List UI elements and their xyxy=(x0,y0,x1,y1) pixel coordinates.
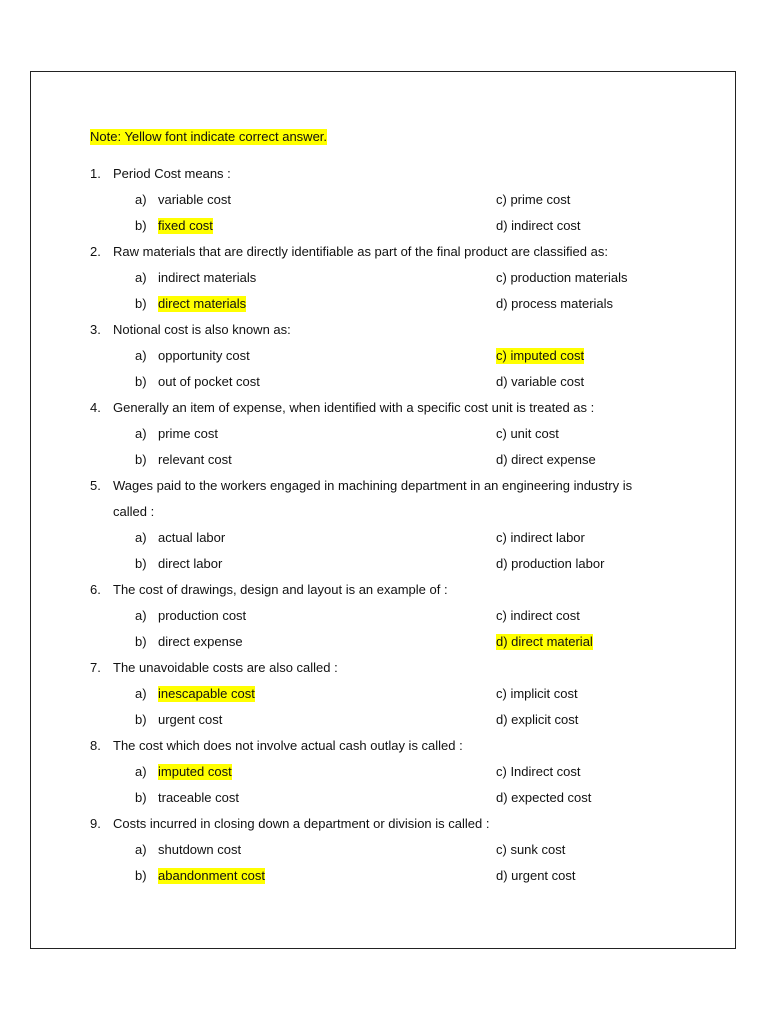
question-number: 3. xyxy=(90,322,101,337)
note-text: Note: Yellow font indicate correct answer. xyxy=(90,129,328,144)
question-text: Raw materials that are directly identifiable as part of the final product are classified as: xyxy=(113,244,608,259)
option-c-text[interactable]: c) imputed cost xyxy=(496,348,585,363)
question-text: Generally an item of expense, when identified with a specific cost unit is treated as : xyxy=(113,400,595,415)
option-a-text[interactable]: imputed cost xyxy=(158,764,232,779)
option-c-text[interactable]: c) prime cost xyxy=(496,192,571,207)
option-b-label: b) xyxy=(135,452,147,467)
question-text: Costs incurred in closing down a department or division is called : xyxy=(113,816,490,831)
option-b-label: b) xyxy=(135,712,147,727)
option-a-label: a) xyxy=(135,270,147,285)
option-a-text[interactable]: inescapable cost xyxy=(158,686,255,701)
option-d-text[interactable]: d) explicit cost xyxy=(496,712,579,727)
question-text: The cost which does not involve actual cash outlay is called : xyxy=(113,738,463,753)
question-number: 6. xyxy=(90,582,101,597)
option-c-text[interactable]: c) Indirect cost xyxy=(496,764,581,779)
option-a-text[interactable]: production cost xyxy=(158,608,247,623)
question-number: 4. xyxy=(90,400,101,415)
question-number: 7. xyxy=(90,660,101,675)
option-a-text[interactable]: variable cost xyxy=(158,192,231,207)
option-c-text[interactable]: c) indirect cost xyxy=(496,608,580,623)
option-b-label: b) xyxy=(135,634,147,649)
option-b-text[interactable]: out of pocket cost xyxy=(158,374,260,389)
option-d-text[interactable]: d) indirect cost xyxy=(496,218,581,233)
option-b-label: b) xyxy=(135,790,147,805)
question-number: 5. xyxy=(90,478,101,493)
option-c-text[interactable]: c) implicit cost xyxy=(496,686,578,701)
option-a-label: a) xyxy=(135,842,147,857)
option-a-label: a) xyxy=(135,348,147,363)
option-d-text[interactable]: d) process materials xyxy=(496,296,614,311)
question-number: 1. xyxy=(90,166,101,181)
question-text: called : xyxy=(113,504,155,519)
option-b-label: b) xyxy=(135,868,147,883)
option-c-text[interactable]: c) unit cost xyxy=(496,426,559,441)
question-number: 9. xyxy=(90,816,101,831)
option-a-label: a) xyxy=(135,192,147,207)
option-c-text[interactable]: c) sunk cost xyxy=(496,842,566,857)
option-d-text[interactable]: d) urgent cost xyxy=(496,868,576,883)
option-b-label: b) xyxy=(135,556,147,571)
option-a-label: a) xyxy=(135,530,147,545)
option-a-text[interactable]: indirect materials xyxy=(158,270,257,285)
option-a-label: a) xyxy=(135,426,147,441)
option-d-text[interactable]: d) direct expense xyxy=(496,452,596,467)
question-text: The cost of drawings, design and layout is an example of : xyxy=(113,582,448,597)
option-b-label: b) xyxy=(135,296,147,311)
option-a-label: a) xyxy=(135,686,147,701)
option-c-text[interactable]: c) production materials xyxy=(496,270,628,285)
option-b-text[interactable]: direct labor xyxy=(158,556,223,571)
question-text: The unavoidable costs are also called : xyxy=(113,660,338,675)
option-b-label: b) xyxy=(135,374,147,389)
option-c-text[interactable]: c) indirect labor xyxy=(496,530,585,545)
option-a-text[interactable]: prime cost xyxy=(158,426,218,441)
option-b-label: b) xyxy=(135,218,147,233)
option-b-text[interactable]: urgent cost xyxy=(158,712,223,727)
option-a-text[interactable]: shutdown cost xyxy=(158,842,242,857)
option-b-text[interactable]: fixed cost xyxy=(158,218,213,233)
option-b-text[interactable]: traceable cost xyxy=(158,790,239,805)
question-number: 2. xyxy=(90,244,101,259)
option-a-text[interactable]: opportunity cost xyxy=(158,348,250,363)
option-a-label: a) xyxy=(135,608,147,623)
option-d-text[interactable]: d) production labor xyxy=(496,556,605,571)
option-b-text[interactable]: abandonment cost xyxy=(158,868,265,883)
option-d-text[interactable]: d) expected cost xyxy=(496,790,592,805)
question-text: Period Cost means : xyxy=(113,166,231,181)
option-a-text[interactable]: actual labor xyxy=(158,530,226,545)
option-b-text[interactable]: relevant cost xyxy=(158,452,232,467)
question-text: Notional cost is also known as: xyxy=(113,322,291,337)
question-number: 8. xyxy=(90,738,101,753)
question-text: Wages paid to the workers engaged in machining department in an engineering industry is xyxy=(113,478,633,493)
option-d-text[interactable]: d) variable cost xyxy=(496,374,585,389)
option-b-text[interactable]: direct expense xyxy=(158,634,243,649)
option-a-label: a) xyxy=(135,764,147,779)
option-b-text[interactable]: direct materials xyxy=(158,296,247,311)
option-d-text[interactable]: d) direct material xyxy=(496,634,593,649)
